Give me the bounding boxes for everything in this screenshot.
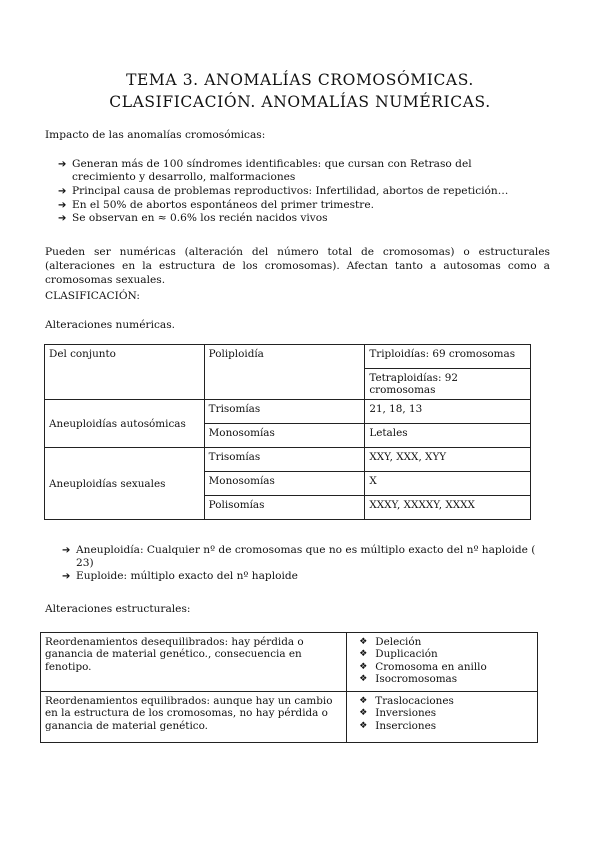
- impacto-bullet: [58, 212, 538, 225]
- table-cell: Monosomías: [204, 424, 365, 448]
- impacto-bullet-text: Principal causa de problemas reproductivos: Infertilidad, abortos de repetición…: [72, 185, 509, 198]
- table-row: [45, 448, 531, 472]
- desequilibrados-list: [351, 636, 533, 686]
- list-item: ❖ Isocromosomas: [359, 673, 458, 686]
- table-cell: [347, 633, 538, 692]
- definicion-item: [62, 544, 542, 570]
- diamond-bullet-icon: ❖: [359, 637, 368, 647]
- definicion-text: Euploide: múltiplo exacto del nº haploide: [76, 570, 298, 583]
- list-item: ❖ Inserciones: [359, 719, 437, 732]
- impacto-bullet: [58, 185, 538, 198]
- table-cell: [347, 692, 538, 743]
- definicion-item: [62, 570, 542, 583]
- list-item: ❖ Cromosoma en anillo: [359, 660, 487, 673]
- table-cell: Trisomías: [204, 448, 365, 472]
- table-row: [41, 633, 538, 692]
- table-cell: Tetraploidías: 92 cromosomas: [365, 369, 531, 400]
- arrow-icon: ➔: [62, 545, 71, 556]
- numericas-heading: Alteraciones numéricas.: [45, 319, 176, 331]
- diamond-bullet-icon: ❖: [359, 720, 368, 731]
- title-line-1: TEMA 3. ANOMALÍAS CROMOSÓMICAS.: [126, 71, 474, 89]
- list-item: ❖ Traslocaciones: [359, 695, 454, 707]
- impacto-heading: Impacto de las anomalías cromosómicas:: [45, 129, 266, 141]
- table-cell: Del conjunto: [45, 345, 205, 400]
- diamond-bullet-icon: ❖: [359, 696, 368, 706]
- impacto-bullet-text: Se observan en ≈ 0.6% los recién nacidos vivos: [72, 211, 328, 224]
- table-cell: Poliploidía: [204, 345, 365, 400]
- definiciones-list: [62, 544, 542, 584]
- impacto-bullet-list: [58, 158, 538, 225]
- table-cell: Monosomías: [204, 472, 365, 496]
- title-line-2: CLASIFICACIÓN. ANOMALÍAS NUMÉRICAS.: [109, 93, 491, 111]
- table-cell: Aneuploidías sexuales: [45, 448, 205, 520]
- tipos-paragraph: Pueden ser numéricas (alteración del número total de cromosomas) o estructurales (alteraciones en la estructura de los cromosomas). Afectan tanto a autosomas como a cromosomas sexuales.: [45, 246, 550, 286]
- table-row: [45, 345, 531, 369]
- numericas-table: [44, 344, 531, 520]
- impacto-bullet-text: En el 50% de abortos espontáneos del primer trimestre.: [72, 198, 374, 211]
- clasificacion-heading: CLASIFICACIÓN:: [45, 290, 140, 302]
- table-cell: XXY, XXX, XYY: [365, 448, 531, 472]
- estructurales-heading: Alteraciones estructurales:: [45, 603, 191, 615]
- arrow-icon: ➔: [58, 212, 67, 224]
- diamond-bullet-icon: ❖: [359, 708, 368, 719]
- table-cell: Triploidías: 69 cromosomas: [365, 345, 531, 369]
- definicion-text: Aneuploidía: Cualquier nº de cromosomas que no es múltiplo exacto del nº haploide ( 23): [76, 544, 536, 570]
- table-cell: Letales: [365, 424, 531, 448]
- impacto-bullet-text: Generan más de 100 síndromes identificables: que cursan con Retraso del crecimiento y desarrollo, malformaciones: [72, 158, 472, 184]
- table-cell: Aneuploidías autosómicas: [45, 400, 205, 448]
- list-item: ❖ Duplicación: [359, 648, 438, 661]
- table-cell: Polisomías: [204, 496, 365, 520]
- diamond-bullet-icon: ❖: [359, 674, 368, 685]
- table-row: [45, 400, 531, 424]
- table-cell: XXXY, XXXXY, XXXX: [365, 496, 531, 520]
- table-cell: Reordenamientos desequilibrados: hay pérdida o ganancia de material genético., consecuencia en fenotipo.: [41, 633, 347, 692]
- arrow-icon: ➔: [58, 199, 67, 211]
- table-cell: 21, 18, 13: [365, 400, 531, 424]
- diamond-bullet-icon: ❖: [359, 649, 368, 660]
- arrow-icon: ➔: [62, 571, 71, 583]
- list-item: ❖ Deleción: [359, 636, 422, 648]
- impacto-bullet: [58, 199, 538, 212]
- impacto-bullet: [58, 158, 538, 184]
- table-cell: X: [365, 472, 531, 496]
- arrow-icon: ➔: [58, 159, 67, 170]
- table-cell: Reordenamientos equilibrados: aunque hay un cambio en la estructura de los cromosomas, no hay pérdida o ganancia de material genético.: [41, 692, 347, 743]
- table-row: [41, 692, 538, 743]
- diamond-bullet-icon: ❖: [359, 661, 368, 672]
- table-cell: Trisomías: [204, 400, 365, 424]
- equilibrados-list: [351, 695, 533, 732]
- estructurales-table: [40, 632, 538, 743]
- arrow-icon: ➔: [58, 186, 67, 198]
- list-item: ❖ Inversiones: [359, 707, 437, 720]
